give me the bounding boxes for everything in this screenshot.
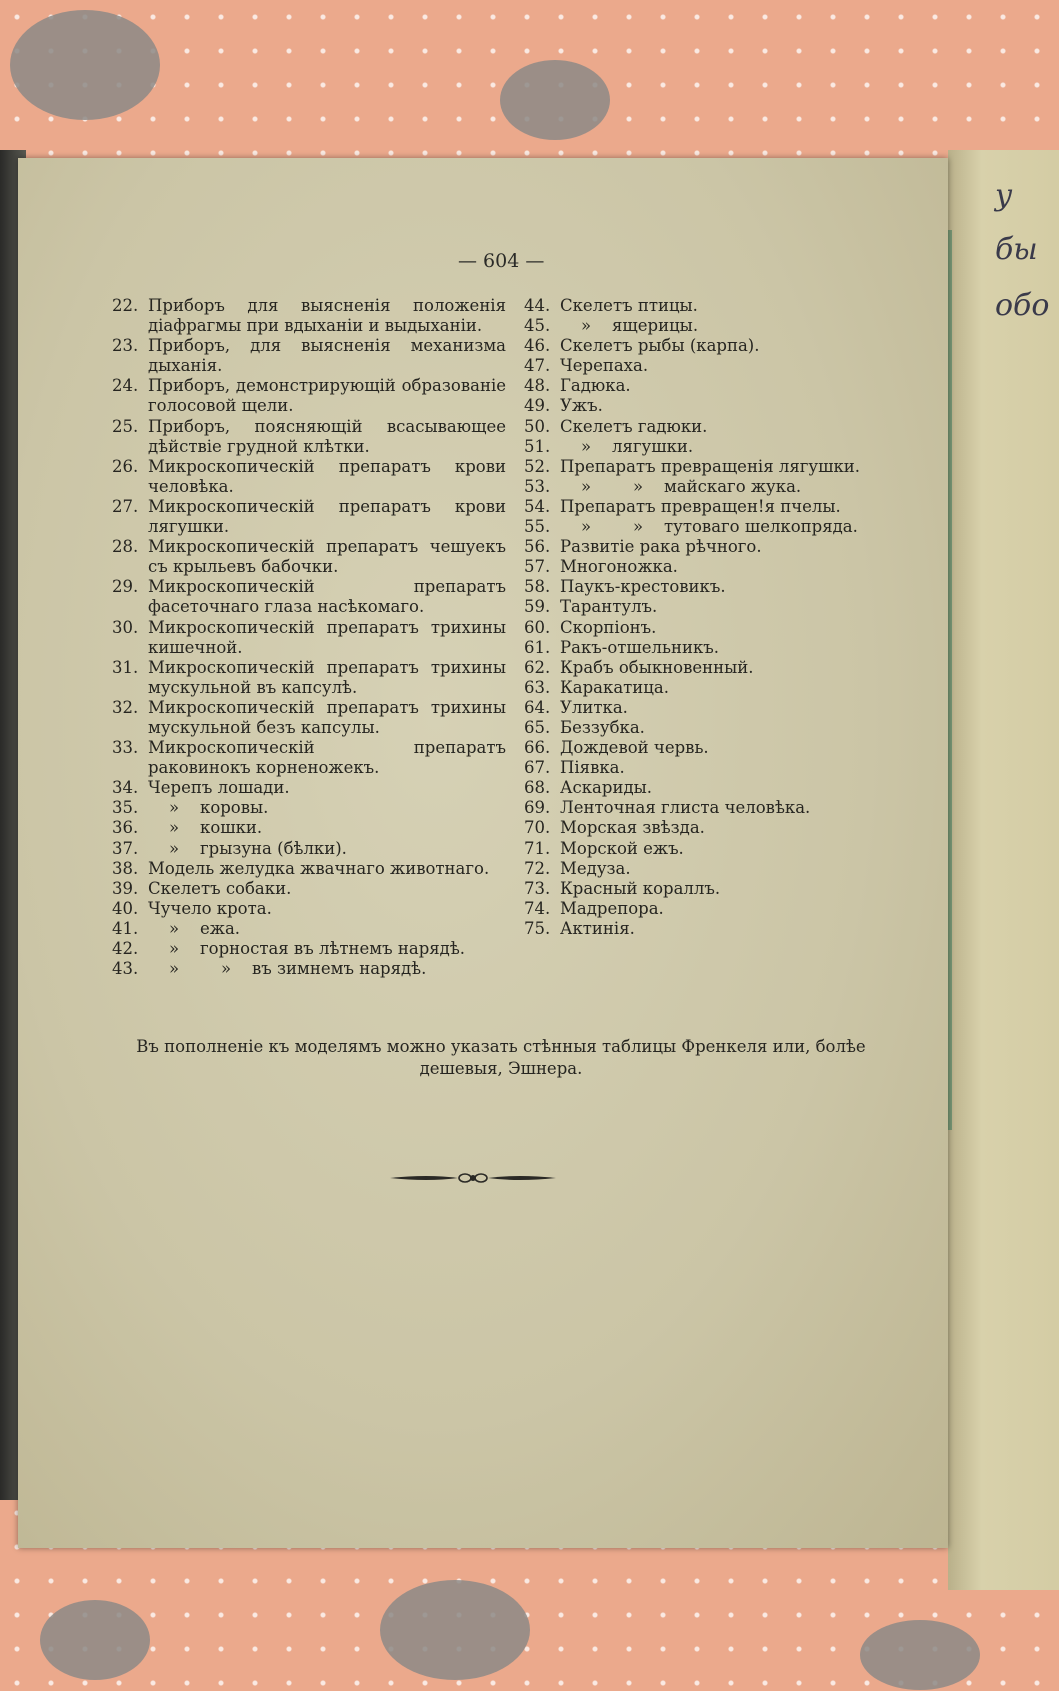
item-number: 24.	[112, 376, 139, 396]
list-item	[524, 839, 924, 859]
list-item	[524, 638, 924, 658]
item-label: Актинія.	[560, 918, 635, 938]
ornament-divider-icon	[388, 1168, 558, 1188]
list-item	[524, 618, 924, 638]
item-label: кошки.	[200, 818, 263, 838]
item-label: Скелетъ гадюки.	[560, 416, 708, 436]
item-number: 68.	[524, 778, 551, 798]
item-label: Скорпіонъ.	[560, 617, 657, 637]
item-label: Піявка.	[560, 758, 625, 778]
item-text	[560, 758, 924, 778]
list-item	[524, 376, 924, 396]
item-number: 59.	[524, 597, 551, 617]
ditto-mark: »	[580, 476, 592, 496]
item-label: Мадрепора.	[560, 898, 664, 918]
list-item	[112, 618, 506, 658]
item-number: 28.	[112, 537, 139, 557]
item-number: 62.	[524, 657, 551, 677]
list-item	[112, 296, 506, 336]
list-item	[112, 879, 506, 899]
list-item	[524, 597, 924, 617]
list-item	[524, 899, 924, 919]
item-text	[148, 658, 506, 698]
ditto-mark: »	[580, 436, 592, 456]
item-label: грызуна (бѣлки).	[200, 838, 347, 858]
item-label: Аскариды.	[560, 778, 652, 798]
list-item	[524, 296, 924, 316]
item-number: 64.	[524, 697, 551, 717]
item-text	[560, 859, 924, 879]
item-label: Микроскопическій препаратъ раковинокъ корненожекъ.	[148, 738, 506, 778]
item-text	[560, 437, 924, 457]
item-number: 73.	[524, 878, 551, 898]
list-item	[524, 658, 924, 678]
item-text	[148, 818, 506, 838]
item-text	[560, 638, 924, 658]
item-number: 55.	[524, 517, 551, 537]
item-text	[148, 959, 506, 979]
item-label: Приборъ, для выясненія механизма дыханія.	[148, 336, 506, 376]
list-item	[112, 376, 506, 416]
list-item	[524, 778, 924, 798]
item-label: Приборъ, демонстрирующій образованіе голосовой щели.	[148, 376, 506, 416]
item-label: коровы.	[200, 798, 269, 818]
list-item	[524, 517, 924, 537]
item-label: ящерицы.	[612, 316, 699, 336]
item-number: 36.	[112, 818, 139, 838]
item-label: Скелетъ собаки.	[148, 878, 292, 898]
item-number: 57.	[524, 557, 551, 577]
item-number: 27.	[112, 496, 139, 516]
list-item	[524, 336, 924, 356]
list-item	[524, 798, 924, 818]
list-item	[524, 678, 924, 698]
list-item	[112, 859, 506, 879]
item-label: тутоваго шелкопряда.	[664, 517, 858, 537]
item-text	[148, 738, 506, 778]
item-number: 39.	[112, 878, 139, 898]
book-page	[18, 158, 948, 1548]
item-label: Многоножка.	[560, 557, 678, 577]
item-text	[560, 597, 924, 617]
item-number: 58.	[524, 577, 551, 597]
item-text	[148, 376, 506, 416]
item-number: 23.	[112, 336, 139, 356]
list-item	[524, 758, 924, 778]
item-number: 31.	[112, 657, 139, 677]
item-number: 46.	[524, 336, 551, 356]
item-label: Микроскопическій препаратъ крови лягушки.	[148, 496, 506, 537]
item-label: Скелетъ птицы.	[560, 296, 698, 315]
item-number: 54.	[524, 496, 551, 516]
list-item	[112, 417, 506, 457]
list-item	[112, 497, 506, 537]
item-text	[560, 818, 924, 838]
item-label: горностая въ лѣтнемъ нарядѣ.	[200, 939, 466, 958]
item-label: Микроскопическій препаратъ крови человѣка.	[148, 456, 506, 496]
item-text	[560, 839, 924, 859]
left-column	[112, 296, 506, 979]
item-label: въ зимнемъ нарядѣ.	[252, 959, 427, 979]
item-text	[560, 678, 924, 698]
handwriting-line-2: бы	[995, 232, 1038, 267]
list-item	[112, 778, 506, 798]
item-label: лягушки.	[612, 436, 694, 456]
list-item	[112, 839, 506, 859]
list-item	[524, 417, 924, 437]
list-item	[112, 577, 506, 617]
cloth-pattern-bunny	[500, 60, 610, 140]
ditto-mark: »	[632, 476, 644, 496]
item-label: Ленточная глиста человѣка.	[560, 798, 811, 818]
item-label: Препаратъ превращенія лягушки.	[560, 456, 861, 476]
item-number: 33.	[112, 738, 139, 758]
item-text	[148, 879, 506, 899]
list-item	[524, 577, 924, 597]
item-label: Ракъ-отшельникъ.	[560, 637, 720, 657]
item-text	[560, 557, 924, 577]
ditto-mark: »	[632, 517, 644, 537]
item-number: 50.	[524, 416, 551, 436]
item-label: Черепъ лошади.	[148, 778, 290, 798]
item-label: Микроскопическій препаратъ трихины мускульной въ капсулѣ.	[148, 657, 506, 697]
item-text	[560, 879, 924, 899]
item-text	[148, 839, 506, 859]
item-number: 49.	[524, 396, 551, 416]
item-text	[148, 798, 506, 818]
item-text	[560, 537, 924, 557]
item-label: Скелетъ рыбы (карпа).	[560, 336, 760, 356]
item-number: 56.	[524, 537, 551, 557]
list-item	[524, 818, 924, 838]
ditto-mark: »	[168, 918, 180, 938]
list-item	[524, 396, 924, 416]
item-text	[560, 396, 924, 416]
list-item	[524, 557, 924, 577]
list-item	[112, 899, 506, 919]
item-text	[560, 336, 924, 356]
list-item	[524, 738, 924, 758]
item-text	[560, 477, 924, 497]
item-number: 63.	[524, 677, 551, 697]
list-item	[524, 356, 924, 376]
item-text	[560, 778, 924, 798]
item-label: Ужъ.	[560, 396, 603, 416]
item-number: 69.	[524, 798, 551, 818]
item-number: 25.	[112, 416, 139, 436]
item-text	[148, 296, 506, 336]
item-text	[560, 738, 924, 758]
item-label: Паукъ-крестовикъ.	[560, 577, 726, 597]
ditto-mark: »	[168, 798, 180, 818]
item-text	[560, 356, 924, 376]
list-item	[112, 537, 506, 577]
item-number: 30.	[112, 617, 139, 637]
item-number: 40.	[112, 898, 139, 918]
item-label: Препаратъ превращен!я пчелы.	[560, 496, 841, 516]
item-number: 47.	[524, 356, 551, 376]
item-number: 74.	[524, 898, 551, 918]
item-number: 38.	[112, 858, 139, 878]
item-number: 26.	[112, 456, 139, 476]
item-label: майскаго жука.	[664, 476, 802, 496]
item-number: 66.	[524, 738, 551, 758]
item-text	[148, 497, 506, 537]
item-number: 34.	[112, 778, 139, 798]
item-label: Медуза.	[560, 858, 631, 878]
item-number: 22.	[112, 296, 139, 315]
item-text	[560, 798, 924, 818]
item-number: 44.	[524, 296, 551, 315]
item-number: 32.	[112, 697, 139, 717]
item-text	[560, 517, 924, 537]
item-label: Модель желудка жвачнаго животнаго.	[148, 858, 490, 878]
list-item	[524, 316, 924, 336]
list-item	[524, 879, 924, 899]
list-item	[524, 437, 924, 457]
item-label: Приборъ для выясненія положенія діафрагмы при вдыханіи и выдыханіи.	[148, 296, 506, 336]
ditto-mark: »	[220, 959, 232, 979]
list-item	[112, 336, 506, 376]
item-number: 71.	[524, 838, 551, 858]
item-number: 60.	[524, 617, 551, 637]
cloth-pattern-bunny	[40, 1600, 150, 1680]
item-text	[560, 618, 924, 638]
ditto-mark: »	[168, 818, 180, 838]
right-column	[524, 296, 924, 939]
page-number: — 604 —	[458, 250, 545, 272]
list-item	[112, 919, 506, 939]
item-text	[148, 537, 506, 577]
item-text	[560, 457, 924, 477]
item-text	[148, 939, 506, 959]
facing-page	[948, 150, 1059, 1590]
item-label: Развитіе рака рѣчного.	[560, 537, 762, 557]
cloth-pattern-bunny	[380, 1580, 530, 1680]
item-number: 67.	[524, 758, 551, 778]
item-number: 29.	[112, 577, 139, 597]
item-number: 37.	[112, 838, 139, 858]
ditto-mark: »	[168, 939, 180, 958]
item-label: Приборъ, поясняющій всасывающее дѣйствіе грудной клѣтки.	[148, 416, 506, 456]
ditto-mark: »	[580, 517, 592, 537]
list-item	[112, 698, 506, 738]
item-label: Черепаха.	[560, 356, 649, 376]
item-number: 70.	[524, 818, 551, 838]
item-number: 42.	[112, 939, 139, 958]
item-label: ежа.	[200, 918, 241, 938]
item-number: 48.	[524, 376, 551, 396]
item-number: 41.	[112, 918, 139, 938]
item-label: Беззубка.	[560, 717, 645, 737]
item-text	[148, 919, 506, 939]
item-number: 52.	[524, 456, 551, 476]
item-text	[560, 417, 924, 437]
list-item	[524, 477, 924, 497]
list-item	[524, 457, 924, 477]
item-text	[148, 417, 506, 457]
item-label: Дождевой червь.	[560, 738, 709, 758]
list-item	[112, 798, 506, 818]
item-text	[560, 718, 924, 738]
item-text	[560, 919, 924, 939]
item-label: Морской ежъ.	[560, 838, 684, 858]
item-text	[560, 658, 924, 678]
item-text	[560, 316, 924, 336]
list-item	[524, 698, 924, 718]
item-label: Улитка.	[560, 697, 628, 717]
item-number: 35.	[112, 798, 139, 818]
item-text	[148, 778, 506, 798]
footnote-paragraph: Въ пополненіе къ моделямъ можно указать стѣнныя таблицы Френкеля или, болѣе дешевыя, Эшнера.	[136, 1037, 866, 1078]
list-item	[524, 497, 924, 517]
item-number: 61.	[524, 637, 551, 657]
list-item	[112, 959, 506, 979]
list-item	[524, 919, 924, 939]
ditto-mark: »	[168, 838, 180, 858]
item-text	[148, 698, 506, 738]
item-text	[560, 296, 924, 316]
list-item	[112, 939, 506, 959]
ditto-mark: »	[580, 316, 592, 336]
list-item	[524, 859, 924, 879]
item-text	[148, 618, 506, 658]
item-number: 53.	[524, 476, 551, 496]
item-label: Красный кораллъ.	[560, 878, 721, 898]
item-label: Гадюка.	[560, 376, 631, 396]
item-label: Микроскопическій препаратъ фасеточнаго глаза насѣкомаго.	[148, 577, 506, 617]
item-number: 75.	[524, 918, 551, 938]
item-label: Микроскопическій препаратъ трихины мускульной безъ капсулы.	[148, 697, 506, 737]
item-text	[560, 577, 924, 597]
item-label: Крабъ обыкновенный.	[560, 657, 754, 677]
item-number: 51.	[524, 436, 551, 456]
item-number: 65.	[524, 717, 551, 737]
item-text	[148, 577, 506, 617]
handwriting-line-1: у	[995, 178, 1013, 213]
ditto-mark: »	[168, 959, 180, 979]
item-label: Тарантулъ.	[560, 597, 658, 617]
item-text	[148, 336, 506, 376]
item-number: 45.	[524, 316, 551, 336]
item-text	[560, 497, 924, 517]
handwriting-line-3: обо	[995, 288, 1050, 323]
item-label: Морская звѣзда.	[560, 818, 705, 838]
item-label: Чучело крота.	[148, 898, 272, 918]
item-text	[560, 698, 924, 718]
cloth-pattern-bunny	[860, 1620, 980, 1690]
item-text	[560, 376, 924, 396]
item-text	[560, 899, 924, 919]
item-text	[148, 859, 506, 879]
cloth-pattern-bunny	[10, 10, 160, 120]
item-number: 43.	[112, 959, 139, 979]
list-item	[524, 537, 924, 557]
item-text	[148, 899, 506, 919]
item-label: Каракатица.	[560, 677, 669, 697]
list-item	[112, 658, 506, 698]
list-item	[524, 718, 924, 738]
list-item	[112, 738, 506, 778]
list-item	[112, 818, 506, 838]
item-number: 72.	[524, 858, 551, 878]
item-text	[148, 457, 506, 497]
item-label: Микроскопическій препаратъ трихины кишечной.	[148, 617, 506, 657]
item-label: Микроскопическій препаратъ чешуекъ съ крыльевъ бабочки.	[148, 537, 506, 577]
list-item	[112, 457, 506, 497]
